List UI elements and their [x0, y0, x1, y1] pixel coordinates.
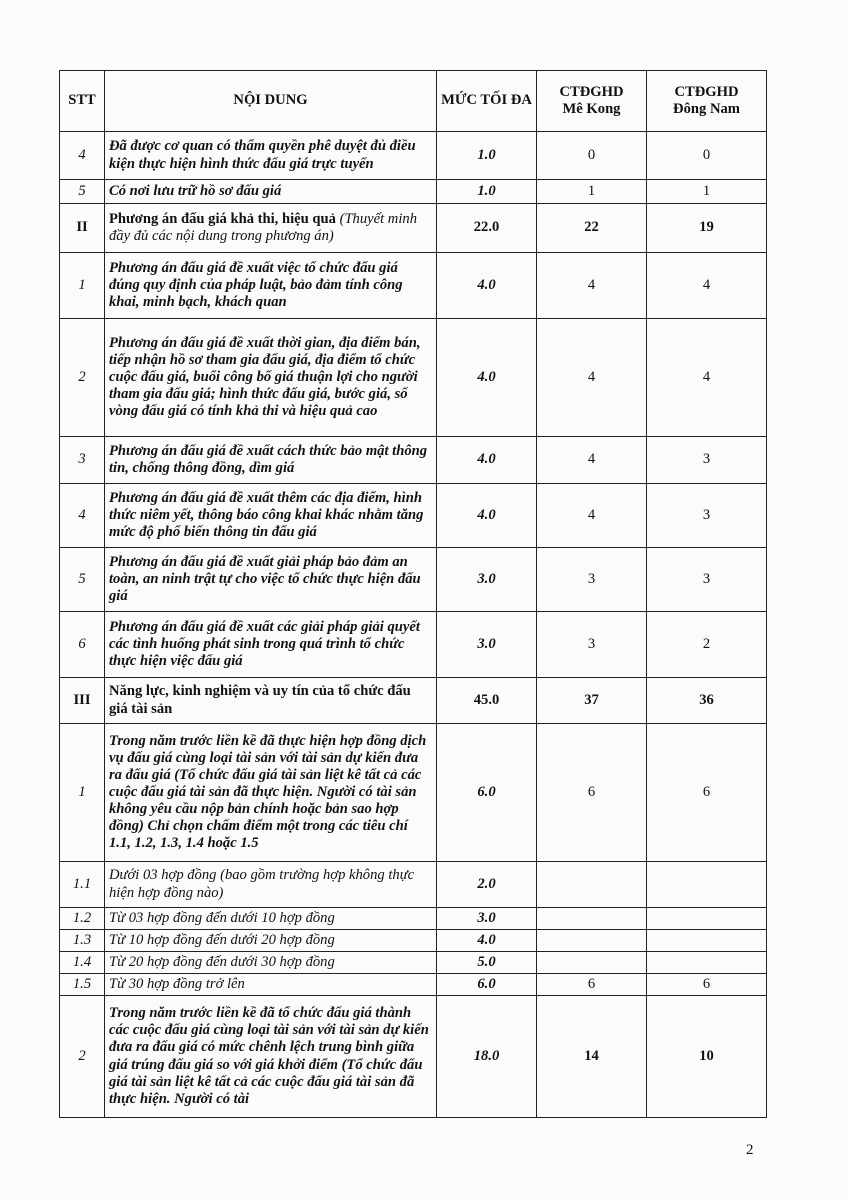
row-max: 22.0 [437, 204, 537, 253]
row-score-dongnam [647, 862, 767, 908]
table-row [60, 862, 767, 908]
row-content: Năng lực, kinh nghiệm và uy tín của tổ chức đấu giá tài sản [105, 678, 437, 724]
table-row [60, 974, 767, 996]
row-max: 3.0 [437, 548, 537, 612]
row-stt: 5 [60, 180, 105, 204]
row-content: Phương án đấu giá đề xuất cách thức bảo mật thông tin, chống thông đồng, dìm giá [105, 437, 437, 484]
row-score-mekong: 14 [537, 996, 647, 1118]
table-header-row [60, 71, 767, 132]
row-score-dongnam: 3 [647, 437, 767, 484]
row-score-dongnam: 36 [647, 678, 767, 724]
row-stt: 4 [60, 484, 105, 548]
row-max: 6.0 [437, 974, 537, 996]
row-score-mekong: 4 [537, 437, 647, 484]
row-score-mekong: 6 [537, 724, 647, 862]
row-score-dongnam: 1 [647, 180, 767, 204]
row-max: 4.0 [437, 437, 537, 484]
row-score-dongnam: 3 [647, 484, 767, 548]
row-max: 4.0 [437, 253, 537, 319]
row-content: Dưới 03 hợp đồng (bao gồm trường hợp không thực hiện hợp đồng nào) [105, 862, 437, 908]
row-stt: 1 [60, 253, 105, 319]
header-ctdghd-dongnam-line1: CTĐGHD [674, 83, 739, 100]
table-row [60, 930, 767, 952]
row-score-mekong: 4 [537, 484, 647, 548]
row-content: Phương án đấu giá đề xuất việc tổ chức đấu giá đúng quy định của pháp luật, bảo đảm tính công khai, minh bạch, khách quan [105, 253, 437, 319]
row-score-mekong: 3 [537, 612, 647, 678]
row-content: Từ 20 hợp đồng đến dưới 30 hợp đồng [105, 952, 437, 974]
table-row [60, 908, 767, 930]
row-stt: 6 [60, 612, 105, 678]
table-row [60, 484, 767, 548]
row-stt: 2 [60, 996, 105, 1118]
row-score-mekong [537, 908, 647, 930]
header-muc-toi-da: MỨC TỐI ĐA [437, 71, 537, 132]
row-score-mekong: 3 [537, 548, 647, 612]
header-stt: STT [60, 71, 105, 132]
row-content: Phương án đấu giá đề xuất giải pháp bảo đảm an toàn, an ninh trật tự cho việc tổ chức thực hiện đấu giá [105, 548, 437, 612]
row-content: Có nơi lưu trữ hồ sơ đấu giá [105, 180, 437, 204]
row-stt: II [60, 204, 105, 253]
row-score-dongnam: 0 [647, 132, 767, 180]
row-score-mekong [537, 952, 647, 974]
row-max: 3.0 [437, 612, 537, 678]
row-max: 4.0 [437, 484, 537, 548]
row-max: 2.0 [437, 862, 537, 908]
row-score-dongnam: 4 [647, 319, 767, 437]
row-content: Phương án đấu giá đề xuất thời gian, địa điểm bán, tiếp nhận hồ sơ tham gia đấu giá, địa điểm tổ chức cuộc đấu giá, buổi công bố giá thuận lợi cho người tham gia đấu giá; hình thức đấu giá, bước giá, số vòng đấu giá có tính khả thi và hiệu quả cao [105, 319, 437, 437]
row-score-dongnam: 6 [647, 974, 767, 996]
row-stt: 1.5 [60, 974, 105, 996]
row-content: Phương án đấu giá đề xuất thêm các địa điểm, hình thức niêm yết, thông báo công khai khác nhằm tăng mức độ phổ biến thông tin đấu giá [105, 484, 437, 548]
row-score-dongnam: 6 [647, 724, 767, 862]
row-score-mekong: 22 [537, 204, 647, 253]
table-row [60, 724, 767, 862]
row-score-dongnam: 10 [647, 996, 767, 1118]
row-max: 3.0 [437, 908, 537, 930]
row-content-main: Phương án đấu giá khả thi, hiệu quả [109, 210, 336, 227]
row-stt: 1.2 [60, 908, 105, 930]
row-stt: 4 [60, 132, 105, 180]
row-stt: 3 [60, 437, 105, 484]
table-row [60, 996, 767, 1118]
row-max: 5.0 [437, 952, 537, 974]
row-content [105, 204, 437, 253]
table-row [60, 253, 767, 319]
header-ctdghd-mekong [537, 71, 647, 132]
table-row [60, 180, 767, 204]
row-stt: 1.3 [60, 930, 105, 952]
row-content-note: (Thuyết minh đầy đủ các nội dung trong phương án) [109, 210, 417, 244]
row-score-mekong [537, 862, 647, 908]
row-max: 4.0 [437, 319, 537, 437]
header-ctdghd-dongnam [647, 71, 767, 132]
scoring-table [59, 70, 767, 1118]
row-score-dongnam [647, 930, 767, 952]
header-noi-dung: NỘI DUNG [105, 71, 437, 132]
table-row [60, 612, 767, 678]
row-max: 18.0 [437, 996, 537, 1118]
table-row [60, 204, 767, 253]
row-stt: 1.4 [60, 952, 105, 974]
table-row [60, 132, 767, 180]
row-content: Đã được cơ quan có thẩm quyền phê duyệt đủ điều kiện thực hiện hình thức đấu giá trực tuyến [105, 132, 437, 180]
row-stt: 2 [60, 319, 105, 437]
row-max: 6.0 [437, 724, 537, 862]
header-ctdghd-mekong-line1: CTĐGHD [559, 83, 624, 100]
row-score-dongnam: 2 [647, 612, 767, 678]
row-score-mekong: 37 [537, 678, 647, 724]
table-row [60, 678, 767, 724]
row-max: 1.0 [437, 180, 537, 204]
row-score-dongnam [647, 952, 767, 974]
row-content: Phương án đấu giá đề xuất các giải pháp giải quyết các tình huống phát sinh trong quá trình tổ chức thực hiện việc đấu giá [105, 612, 437, 678]
row-score-dongnam: 19 [647, 204, 767, 253]
table-row [60, 319, 767, 437]
row-content: Từ 03 hợp đồng đến dưới 10 hợp đồng [105, 908, 437, 930]
table-row [60, 952, 767, 974]
table-row [60, 548, 767, 612]
row-content: Trong năm trước liền kề đã thực hiện hợp đồng dịch vụ đấu giá cùng loại tài sản với tài sản dự kiến đưa ra đấu giá (Tổ chức đấu giá tài sản liệt kê tất cả các cuộc đấu giá tài sản đã thực hiện. Người có tài sản không yêu cầu nộp bản chính hoặc bản sao hợp đồng) Chỉ chọn chấm điểm một trong các tiêu chí 1.1, 1.2, 1.3, 1.4 hoặc 1.5 [105, 724, 437, 862]
header-ctdghd-mekong-line2: Mê Kong [562, 101, 621, 117]
row-stt: 5 [60, 548, 105, 612]
row-score-mekong: 1 [537, 180, 647, 204]
row-score-dongnam: 4 [647, 253, 767, 319]
header-ctdghd-dongnam-line2: Đông Nam [673, 101, 740, 117]
row-stt: III [60, 678, 105, 724]
row-score-mekong: 0 [537, 132, 647, 180]
row-score-mekong: 6 [537, 974, 647, 996]
row-score-mekong: 4 [537, 319, 647, 437]
row-score-dongnam: 3 [647, 548, 767, 612]
row-score-mekong: 4 [537, 253, 647, 319]
table-row [60, 437, 767, 484]
row-content: Từ 30 hợp đồng trở lên [105, 974, 437, 996]
row-max: 45.0 [437, 678, 537, 724]
row-stt: 1.1 [60, 862, 105, 908]
row-score-dongnam [647, 908, 767, 930]
row-content: Từ 10 hợp đồng đến dưới 20 hợp đồng [105, 930, 437, 952]
row-max: 1.0 [437, 132, 537, 180]
row-content: Trong năm trước liền kề đã tổ chức đấu giá thành các cuộc đấu giá cùng loại tài sản với tài sản dự kiến đưa ra đấu giá có mức chênh lệch trung bình giữa giá trúng đấu giá so với giá khởi điểm (Tổ chức đấu giá tài sản liệt kê tất cả các cuộc đấu giá tài sản đã thực hiện. Người có tài [105, 996, 437, 1118]
row-stt: 1 [60, 724, 105, 862]
page-number: 2 [746, 1142, 754, 1158]
row-score-mekong [537, 930, 647, 952]
row-max: 4.0 [437, 930, 537, 952]
